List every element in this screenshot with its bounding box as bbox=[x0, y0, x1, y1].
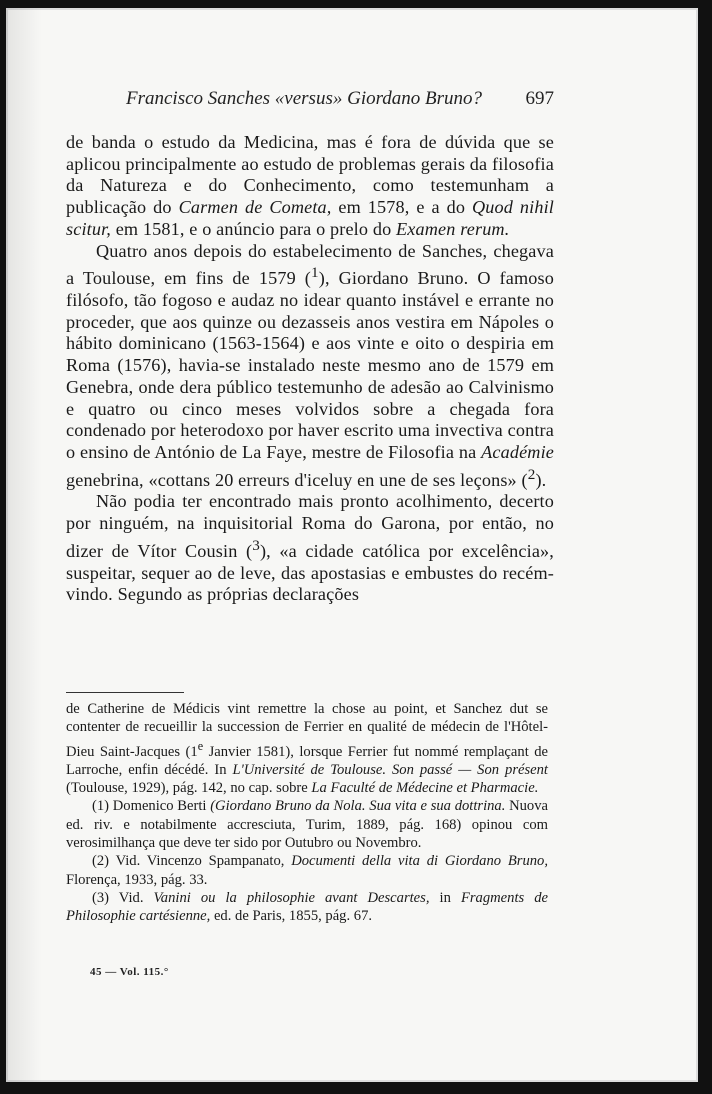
text-run: Vid. bbox=[109, 889, 154, 906]
footnote-continuation bbox=[66, 700, 548, 797]
text-run: Janvier 1581), lorsque Ferrier fut nommé remplaçant de Larroche, enfin décédé. In bbox=[66, 743, 548, 778]
text-run: Vid. Vincenzo Spampanato, bbox=[109, 853, 292, 870]
text-run: Domenico Berti bbox=[109, 798, 211, 815]
text-run: de Catherine de Médicis vint remettre la chose au point, et Sanchez dut se contenter de recueillir la succession de Ferrier en qualité de médecin de l'Hôtel-Dieu Saint-Jacques (1 bbox=[66, 701, 548, 760]
text-run: Não podia ter encontrado mais pronto acolhimento, decerto por ninguém, na inquisitorial Roma do Garona, por então, no dizer de Vítor Cousin ( bbox=[66, 491, 554, 561]
main-text bbox=[66, 132, 554, 606]
text-run: (Toulouse, 1929), pág. 142, no cap. sobre bbox=[66, 780, 312, 797]
text-run: ). bbox=[535, 469, 547, 490]
text-run: em 1581, e o anúncio para o prelo do bbox=[111, 218, 397, 239]
footnote-1 bbox=[66, 797, 548, 852]
text-run: em 1578, e a do bbox=[331, 197, 472, 218]
italic-title: L'Université de Toulouse. Son passé — Son présent bbox=[232, 761, 548, 778]
ordinal-suffix: e bbox=[197, 738, 204, 753]
footnote-divider bbox=[66, 692, 184, 693]
italic-title: (Giordano Bruno da Nola. Sua vita e sua dottrina. bbox=[210, 798, 506, 815]
footnote-3 bbox=[66, 889, 548, 926]
page-number: 697 bbox=[525, 88, 554, 109]
footnote-marker: (1) bbox=[92, 798, 110, 815]
paragraph-3 bbox=[66, 491, 554, 606]
footnote-ref-1[interactable]: 1 bbox=[311, 264, 319, 282]
footnote-marker: (3) bbox=[92, 889, 110, 906]
italic-title: Documenti della vita di Giordano Bruno, bbox=[291, 853, 548, 870]
footnotes bbox=[66, 700, 548, 925]
title-quod-nihil-scitur: Quod nihil scitur, bbox=[66, 197, 555, 239]
italic-title: Fragments de Philosophie cartésienne, bbox=[66, 889, 548, 925]
footnote-2 bbox=[66, 852, 548, 889]
text-run: in bbox=[429, 889, 461, 906]
text-run: genebrina, «cottans 20 erreurs d'iceluy en une de ses leçons» ( bbox=[66, 469, 528, 490]
text-run: de banda o estudo da Medicina, mas é fora de dúvida que se aplicou principalmente ao estudo de problemas gerais da filosofia da Natureza e do Conhecimento, como testemunham a publicação do bbox=[66, 132, 554, 218]
scan-shadow bbox=[6, 8, 42, 1082]
footnote-ref-2[interactable]: 2 bbox=[527, 465, 536, 483]
paragraph-1 bbox=[66, 132, 554, 241]
italic-title: Vanini ou la philosophie avant Descartes, bbox=[153, 889, 430, 906]
title-examen-rerum: Examen rerum. bbox=[396, 218, 510, 239]
book-page bbox=[6, 8, 698, 1082]
text-run: ), «a cidade católica por excelência», suspeitar, sequer ao de leve, das apostasias e embustes do recém-vindo. Segundo as próprias declarações bbox=[66, 540, 554, 605]
footnote-marker: (2) bbox=[92, 853, 110, 870]
text-run: ), Giordano Bruno. O famoso filósofo, tão fogoso e audaz no idear quanto instável e errante no proceder, que aos quinze ou dezasseis anos vestira em Nápoles o hábito dominicano (1563-1564) e aos vinte e oito o despiria em Roma (1576), havia-se instalado neste mesmo ano de 1579 em Genebra, onde dera público testemunho de adesão ao Calvinismo e quatro ou cinco meses volvidos sobre a chegada fora condenado por heterodoxo por haver escrito uma invectiva contra o ensino de António de La Faye, mestre de Filosofia na bbox=[66, 268, 554, 462]
printer-signature: 45 — Vol. 115.° bbox=[90, 966, 169, 978]
italic-title: La Faculté de Médecine et Pharmacie. bbox=[311, 780, 539, 797]
text-run: Quatro anos depois do estabelecimento de Sanches, chegava a Toulouse, em fins de 1579 ( bbox=[66, 240, 554, 289]
paragraph-2 bbox=[66, 241, 554, 492]
title-carmen-de-cometa: Carmen de Cometa, bbox=[178, 197, 332, 218]
text-run: ed. de Paris, 1855, pág. 67. bbox=[210, 908, 373, 925]
text-run: Nuova ed. riv. e notabilmente accresciuta, Turim, 1889, pág. 168) opinou com verosimilhança que deve ter sido por Outubro ou Novembro. bbox=[66, 798, 549, 851]
running-head-title: Francisco Sanches «versus» Giordano Bruno? bbox=[126, 88, 483, 109]
footnote-ref-3[interactable]: 3 bbox=[252, 536, 260, 554]
italic-academie: Académie bbox=[481, 441, 554, 462]
text-run: Florença, 1933, pág. 33. bbox=[66, 871, 208, 888]
